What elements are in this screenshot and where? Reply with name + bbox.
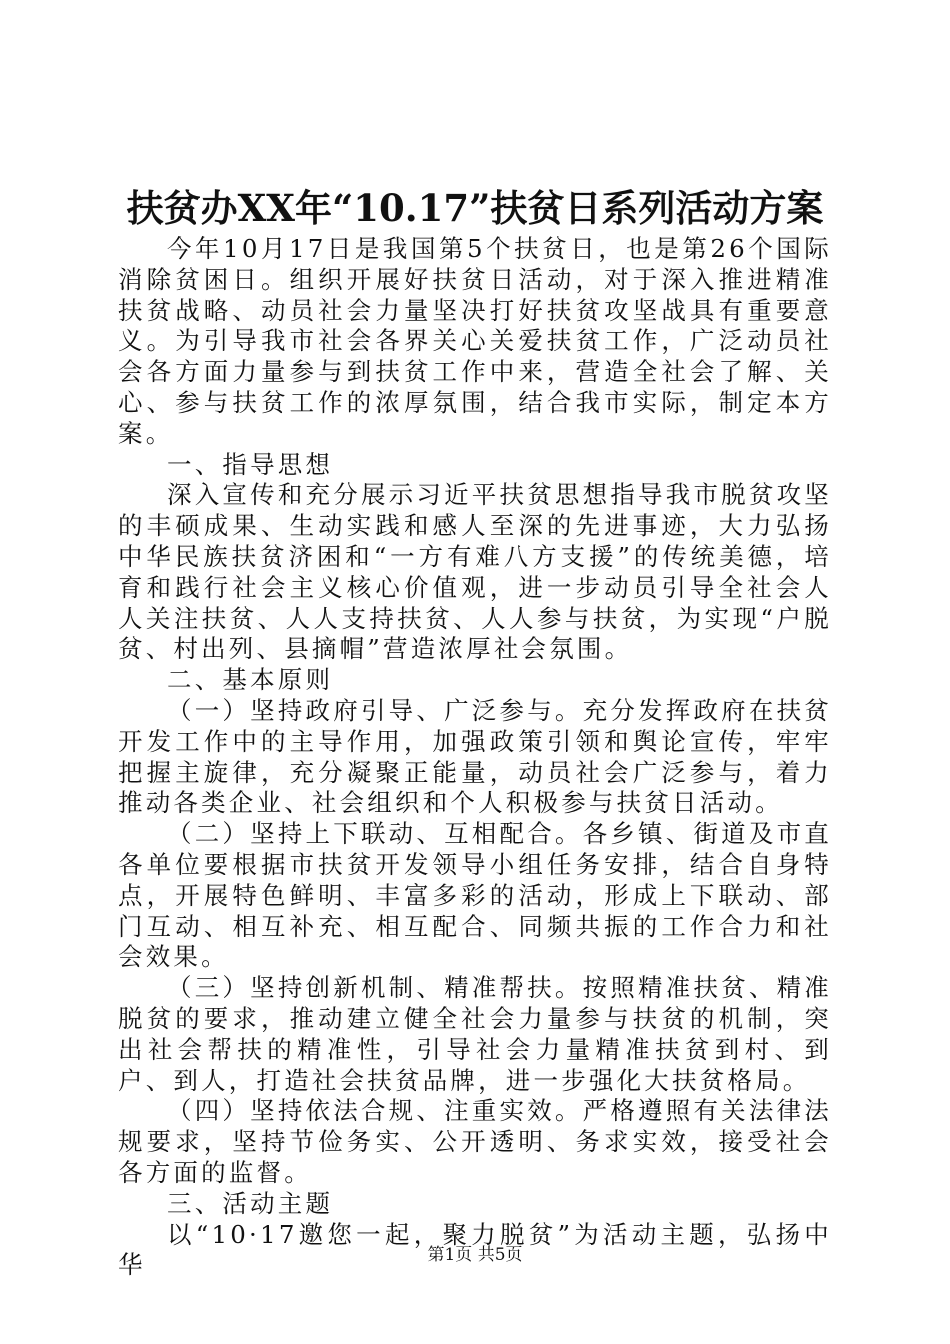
document-body <box>118 234 832 1281</box>
paragraph-principle-3: （三）坚持创新机制、精准帮扶。按照精准扶贫、精准脱贫的要求，推动建立健全社会力量参与扶贫的机制，突出社会帮扶的精准性，引导社会力量精准扶贫到村、到户、到人，打造社会扶贫品牌，进一步强化大扶贫格局。 <box>118 973 832 1095</box>
paragraph-principle-4: （四）坚持依法合规、注重实效。严格遵照有关法律法规要求，坚持节俭务实、公开透明、务求实效，接受社会各方面的监督。 <box>118 1096 832 1187</box>
page-number-footer: 第1页 共5页 <box>427 1245 523 1265</box>
heading-activity-theme: 三、活动主题 <box>167 1188 334 1218</box>
paragraph-guiding-thought: 深入宣传和充分展示习近平扶贫思想指导我市脱贫攻坚的丰硕成果、生动实践和感人至深的先进事迹，大力弘扬中华民族扶贫济困和“一方有难八方支援”的传统美德，培育和践行社会主义核心价值观，进一步动员引导全社会人人关注扶贫、人人支持扶贫、人人参与扶贫，为实现“户脱贫、村出列、县摘帽”营造浓厚社会氛围。 <box>118 480 832 664</box>
paragraph-activity-theme: 以“10·17邀您一起，聚力脱贫”为活动主题，弘扬中华 <box>118 1219 832 1280</box>
paragraph-principle-2: （二）坚持上下联动、互相配合。各乡镇、街道及市直各单位要根据市扶贫开发领导小组任务安排，结合自身特点，开展特色鲜明、丰富多彩的活动，形成上下联动、部门互动、相互补充、相互配合、同频共振的工作合力和社会效果。 <box>118 819 832 972</box>
paragraph-principle-1: （一）坚持政府引导、广泛参与。充分发挥政府在扶贫开发工作中的主导作用，加强政策引领和舆论宣传，牢牢把握主旋律，充分凝聚正能量，动员社会广泛参与，着力推动各类企业、社会组织和个人积极参与扶贫日活动。 <box>118 695 832 818</box>
heading-basic-principles: 二、基本原则 <box>167 665 334 695</box>
heading-guiding-thought: 一、指导思想 <box>167 449 334 479</box>
document-title: 扶贫办XX年“10.17”扶贫日系列活动方案 <box>126 186 824 230</box>
paragraph-intro: 今年10月17日是我国第5个扶贫日，也是第26个国际消除贫困日。组织开展好扶贫日活动，对于深入推进精准扶贫战略、动员社会力量坚决打好扶贫攻坚战具有重要意义。为引导我市社会各界关心关爱扶贫工作，广泛动员社会各方面力量参与到扶贫工作中来，营造全社会了解、关心、参与扶贫工作的浓厚氛围，结合我市实际，制定本方案。 <box>118 234 832 448</box>
